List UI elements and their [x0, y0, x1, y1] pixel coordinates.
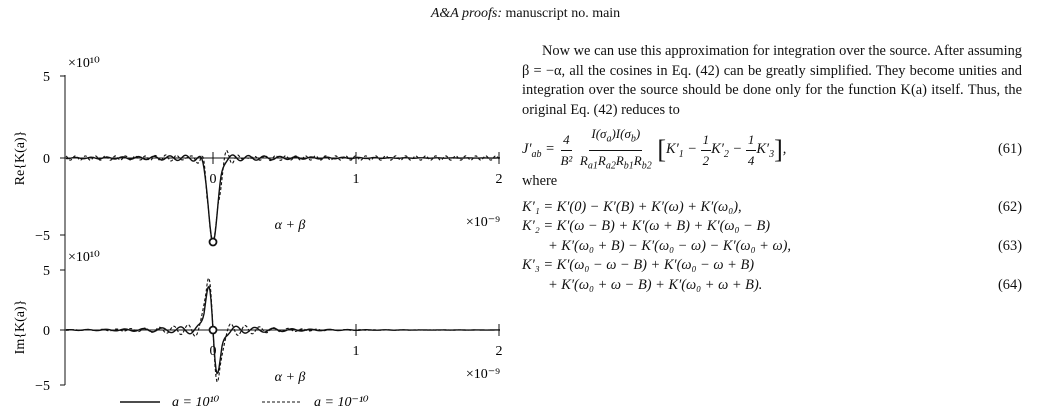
equation-63-body-b: + K′(ω₀ + B) − K′(ω₀ − ω) − K′(ω₀ + ω),: [548, 237, 792, 254]
top-ytick-label-0: 0: [43, 152, 50, 167]
journal-name: A&A proofs:: [430, 6, 502, 21]
text-column: [522, 42, 1022, 295]
equation-63-line2: [522, 237, 1022, 257]
top-xtick-label-2: 2: [495, 172, 503, 187]
where-text: where: [522, 173, 558, 189]
bottom-xtick-label-1: 1: [352, 344, 360, 359]
equation-64-line1: [522, 256, 1022, 276]
equation-64-body-b: + K′(ω₀ + ω − B) + K′(ω₀ + ω + B).: [548, 276, 763, 293]
top-x-exponent: ×10⁻⁹: [465, 215, 500, 230]
top-panel: [13, 56, 503, 246]
equation-63-line1: [522, 217, 1022, 237]
bottom-xtick-label-0: 0: [209, 344, 217, 359]
top-x-label: α + β: [274, 218, 306, 233]
bottom-xtick-label-2: 2: [495, 344, 503, 359]
equation-62-number: (62): [998, 198, 1022, 215]
equation-61: [522, 128, 1022, 172]
bottom-panel: [13, 232, 503, 394]
top-y-label: Re{K(a)}: [13, 130, 28, 186]
equation-62-body: K′₁ = K′(0) − K′(B) + K′(ω) + K′(ω₀),: [522, 198, 742, 215]
bottom-ytick-label-neg5: −5: [35, 379, 50, 394]
equation-64-body-a: K′₃ = K′(ω₀ − ω − B) + K′(ω₀ − ω + B): [522, 257, 755, 273]
equation-62: [522, 198, 1022, 218]
running-head: [0, 6, 1051, 22]
top-y-exponent: ×10¹⁰: [68, 56, 100, 71]
bottom-x-label: α + β: [274, 370, 306, 385]
legend-dashed-label: a = 10⁻¹⁰: [314, 395, 369, 407]
figure-svg: [0, 40, 520, 407]
legend-solid-label: a = 10¹⁰: [172, 395, 220, 407]
equation-61-body: $J'_{ab}$ = $\frac{4}{\text{B²}}$ $\frac{I(\sigma_a)I(\sigma_b)}{R_{a1}R_{a2}R_{b1}R_{b2}}$ [$K'_1$ − $\frac{1}{2}$ $K'_2$ − $\frac{1}{4}$ $K'_3$],: [522, 126, 787, 172]
equation-block: [522, 198, 1022, 296]
bottom-ytick-label-5: 5: [43, 264, 50, 279]
equation-63-body-a: K′₂ = K′(ω − B) + K′(ω + B) + K′(ω₀ − B): [522, 218, 771, 234]
bottom-y-label: Im{K(a)}: [13, 299, 28, 355]
bottom-x-exponent: ×10⁻⁹: [465, 367, 500, 382]
equation-64-number: (64): [998, 276, 1022, 293]
top-xtick-label-1: 1: [352, 172, 360, 187]
re-peak-marker: [210, 239, 217, 246]
bottom-y-exponent: ×10¹⁰: [68, 250, 100, 265]
figure: [0, 40, 520, 407]
top-xtick-label-0: 0: [209, 172, 217, 187]
manuscript-number: manuscript no. main: [505, 6, 621, 21]
equation-61-number: (61): [998, 141, 1022, 158]
bottom-ytick-label-0: 0: [43, 324, 50, 339]
equation-63-number: (63): [998, 237, 1022, 254]
top-ytick-label-neg5: −5: [35, 229, 50, 244]
equation-64-line2: [522, 276, 1022, 296]
top-ytick-label-5: 5: [43, 70, 50, 85]
im-zero-marker: [210, 327, 217, 334]
paragraph: Now we can use this approximation for integration over the source. After assuming β = −α, all the cosines in Eq. (42) can be greatly simplified. They become unities and integration over the source should be done only for the function K(a) itself. Thus, the original Eq. (42) reduces to: [522, 43, 1022, 118]
legend: [120, 395, 369, 407]
